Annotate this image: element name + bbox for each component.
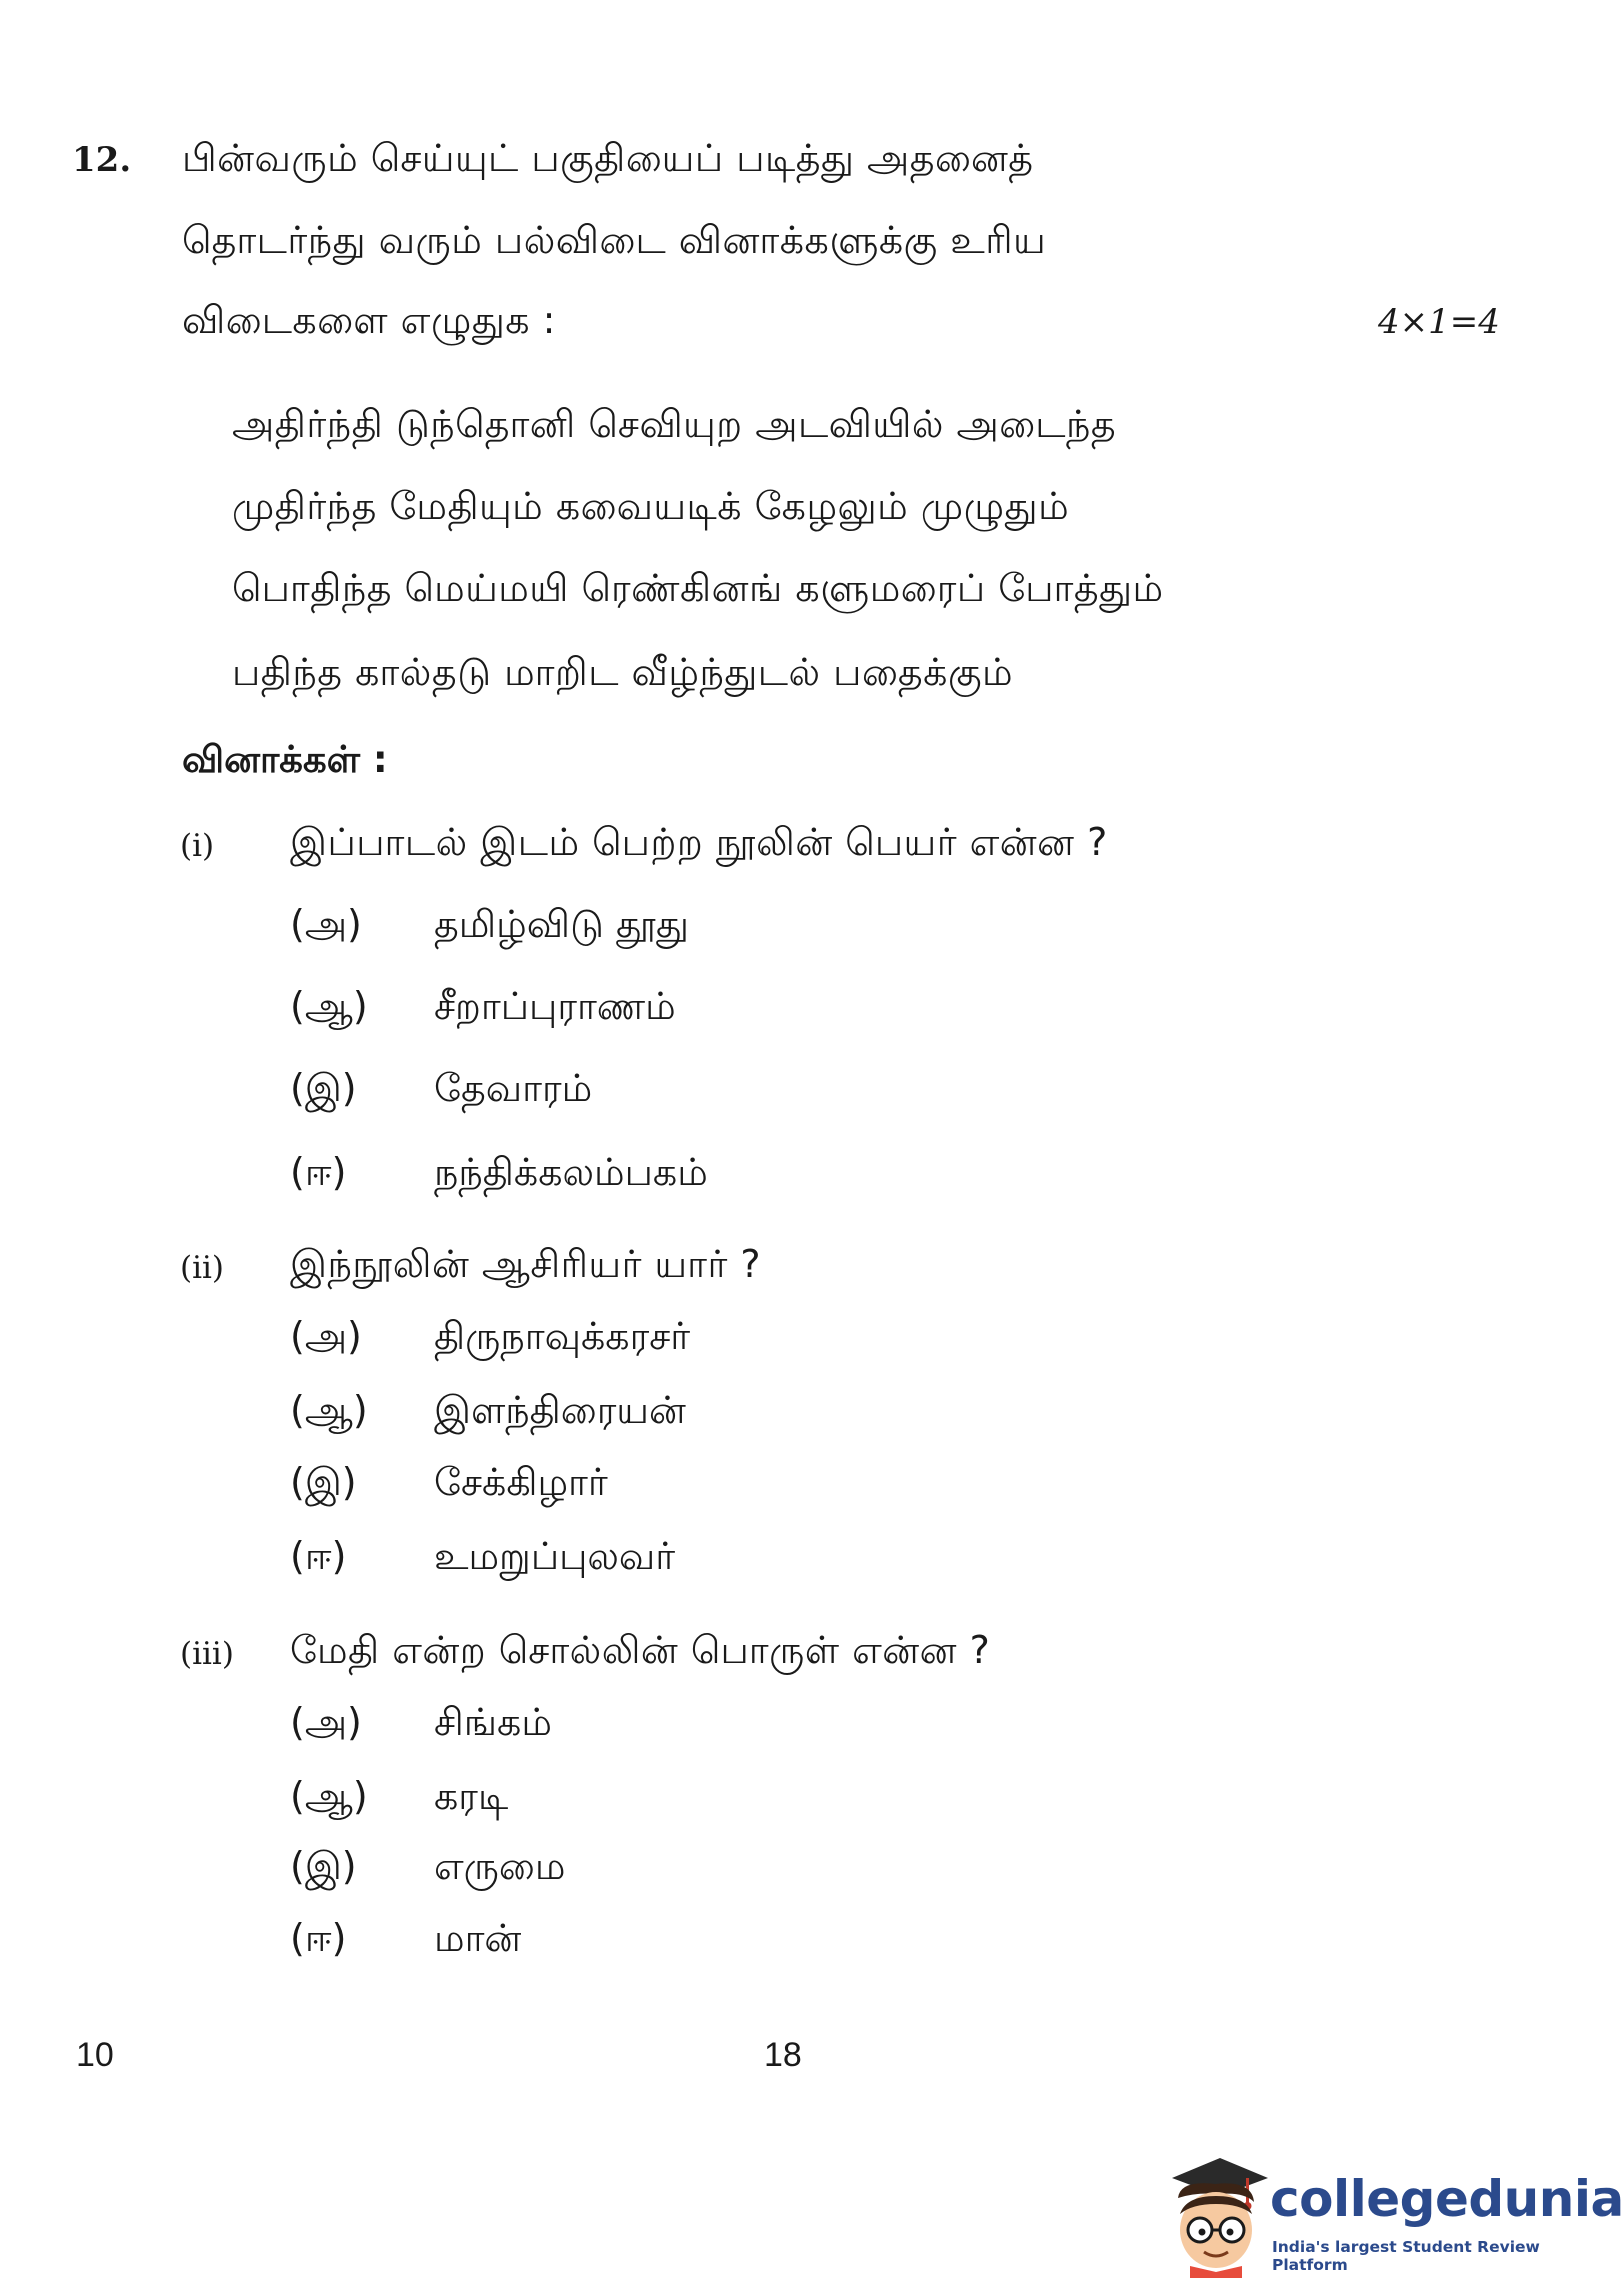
questions-heading: வினாக்கள் :: [182, 738, 388, 781]
footer-left-number: 10: [76, 2036, 114, 2074]
option-text: தமிழ்விடு தூது: [434, 902, 689, 946]
collegedunia-logo: [1160, 2148, 1624, 2278]
option-label: (இ): [290, 1844, 357, 1888]
option-text: நந்திக்கலம்பகம்: [434, 1150, 708, 1194]
instruction-line-1: பின்வரும் செய்யுட் பகுதியைப் படித்து அதனைத்: [182, 136, 1034, 180]
instruction-line-3: விடைகளை எழுதுக :: [182, 298, 556, 342]
option-text: தேவாரம்: [434, 1066, 593, 1110]
option-text: திருநாவுக்கரசர்: [434, 1314, 691, 1358]
poem-line-4: பதிந்த கால்தடு மாறிட வீழ்ந்துடல் பதைக்கும்: [232, 650, 1014, 694]
option-text: சீறாப்புராணம்: [434, 984, 676, 1028]
subquestion-label: (ii): [180, 1250, 225, 1286]
subquestion-text: இந்நூலின் ஆசிரியர் யார் ?: [290, 1242, 762, 1286]
option-text: உமறுப்புலவர்: [434, 1534, 676, 1578]
subquestion-text: மேதி என்ற சொல்லின் பொருள் என்ன ?: [290, 1628, 991, 1672]
option-label: (ஈ): [290, 1534, 347, 1578]
subquestion-label: (iii): [180, 1636, 234, 1672]
subquestion-label: (i): [180, 828, 215, 864]
subquestion-text: இப்பாடல் இடம் பெற்ற நூலின் பெயர் என்ன ?: [290, 820, 1108, 864]
logo-name: collegedunia: [1270, 2170, 1624, 2228]
option-text: இளந்திரையன்: [434, 1388, 686, 1432]
logo-tagline: India's largest Student Review Platform: [1272, 2238, 1540, 2274]
option-text: சிங்கம்: [434, 1700, 552, 1744]
option-label: (இ): [290, 1066, 357, 1110]
option-label: (ஆ): [290, 1388, 368, 1432]
option-label: (ஆ): [290, 1774, 368, 1818]
poem-line-3: பொதிந்த மெய்மயி ரெண்கினங் களுமரைப் போத்தும்: [232, 566, 1164, 610]
option-label: (இ): [290, 1460, 357, 1504]
option-text: மான்: [434, 1916, 522, 1960]
option-label: (அ): [290, 1314, 362, 1358]
mascot-icon: [1160, 2148, 1270, 2278]
marks-label: 4×1=4: [1378, 302, 1500, 342]
poem-line-2: முதிர்ந்த மேதியும் கவையடிக் கேழலும் முழுதும்: [232, 484, 1070, 528]
question-number: 12.: [72, 140, 132, 180]
option-label: (ஈ): [290, 1150, 347, 1194]
option-label: (ஈ): [290, 1916, 347, 1960]
option-text: கரடி: [434, 1774, 509, 1818]
option-label: (ஆ): [290, 984, 368, 1028]
option-label: (அ): [290, 902, 362, 946]
option-text: எருமை: [434, 1844, 566, 1888]
option-text: சேக்கிழார்: [434, 1460, 608, 1504]
option-label: (அ): [290, 1700, 362, 1744]
poem-line-1: அதிர்ந்தி டுந்தொனி செவியுற அடவியில் அடைந்த: [232, 402, 1117, 446]
instruction-line-2: தொடர்ந்து வரும் பல்விடை வினாக்களுக்கு உரிய: [182, 218, 1047, 262]
page-number: 18: [764, 2036, 802, 2074]
